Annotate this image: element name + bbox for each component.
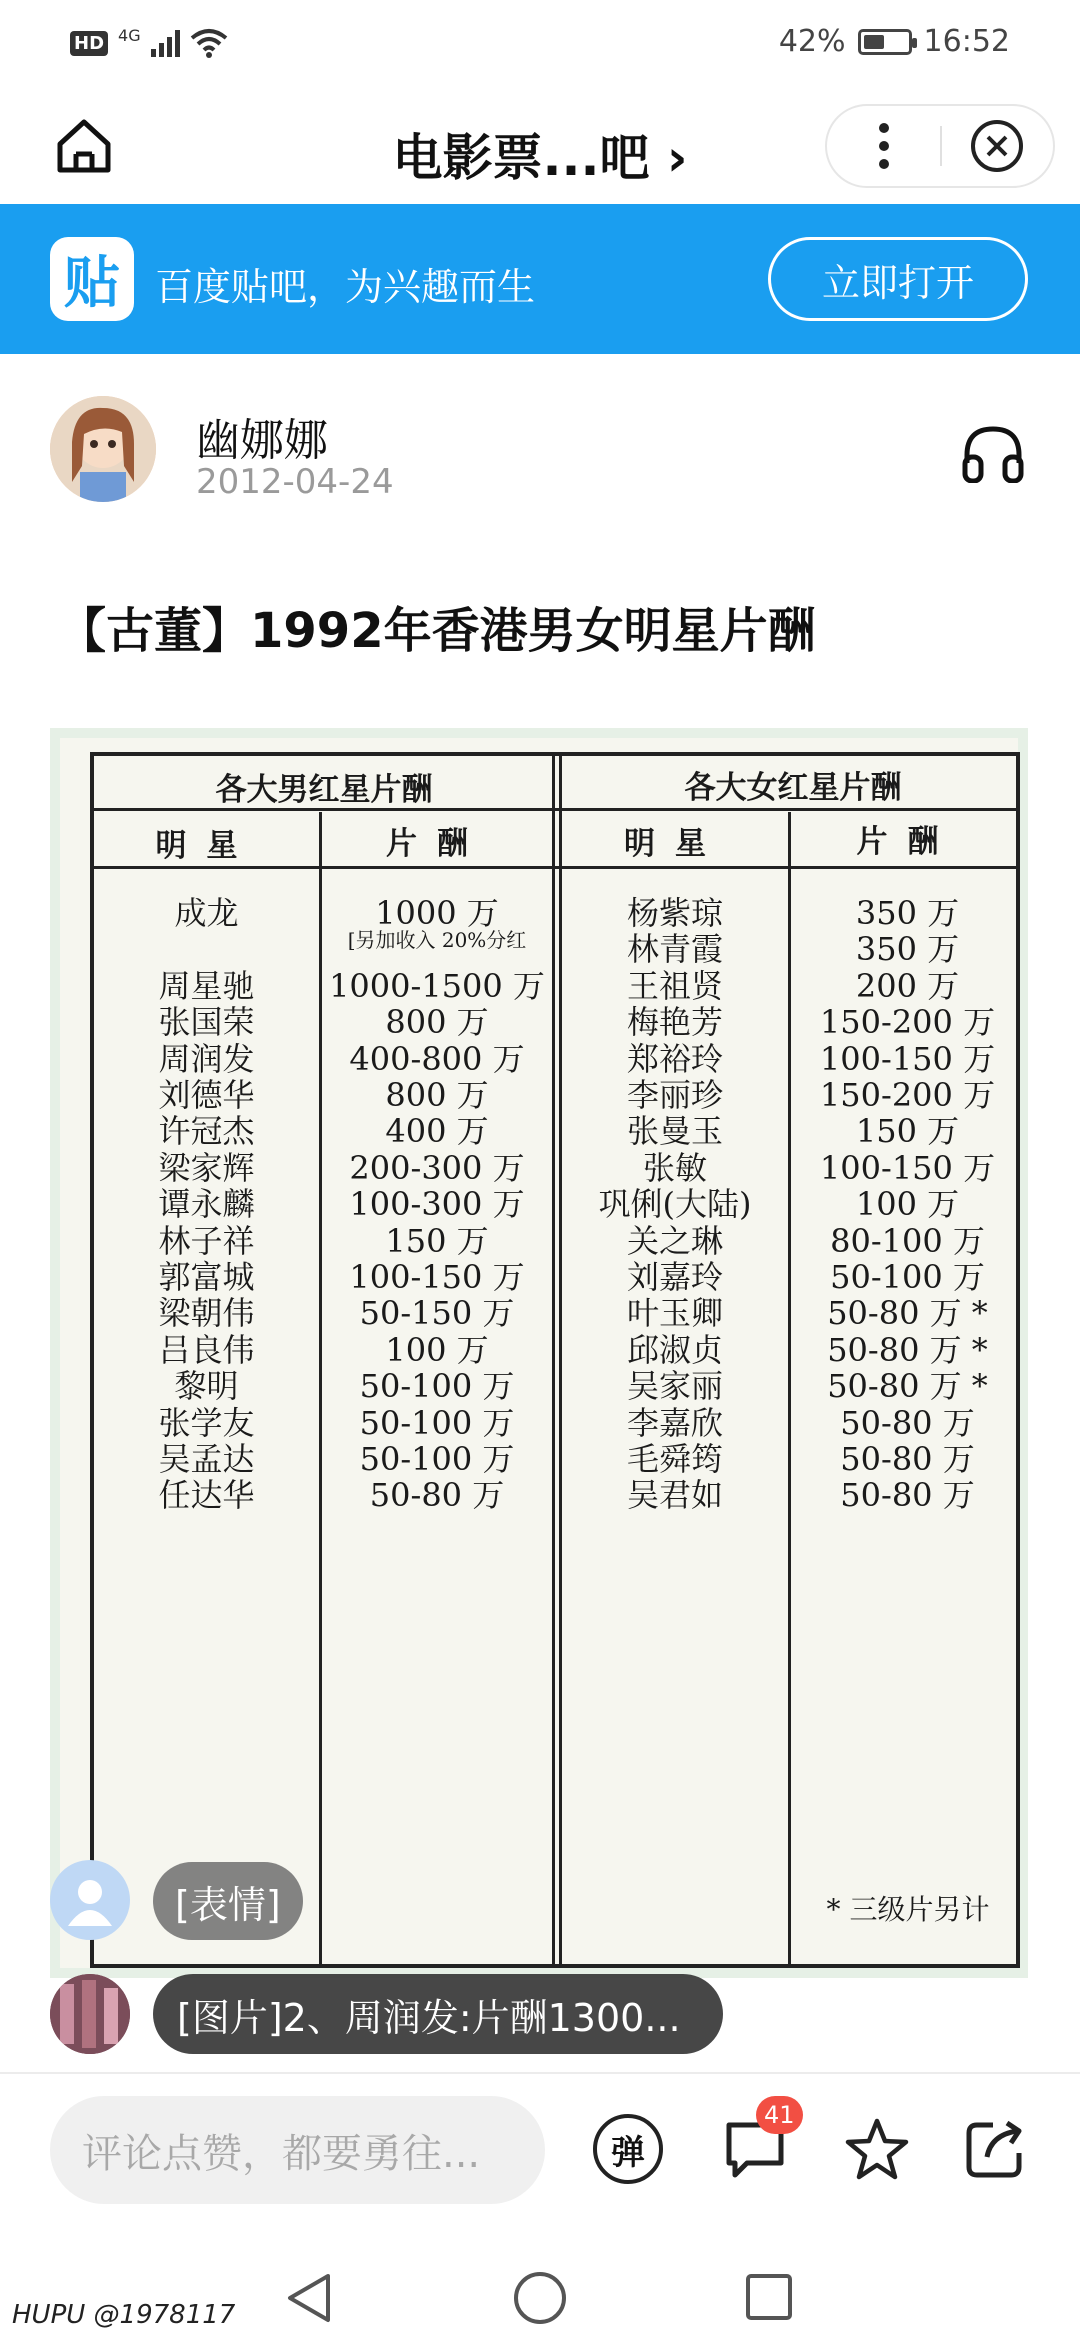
listen-button[interactable] — [958, 418, 1028, 488]
status-right — [779, 24, 1010, 59]
more-button[interactable] — [827, 104, 940, 188]
comment-input[interactable]: 评论点赞，都要勇往... — [50, 2096, 545, 2204]
male-row-name: 周星驰 — [158, 966, 255, 1005]
author-avatar[interactable] — [50, 396, 156, 502]
male-row-fee: 50-150 万 — [359, 1294, 515, 1333]
female-row-name: 林青霞 — [626, 930, 723, 969]
male-row-name: 梁家辉 — [158, 1148, 255, 1187]
headphones-icon — [961, 423, 1025, 483]
watermark: HUPU @1978117 — [12, 2300, 236, 2330]
male-row-name: 任达华 — [158, 1476, 255, 1515]
female-row-fee: 50-80 万 — [840, 1476, 975, 1515]
share-button[interactable] — [956, 2110, 1034, 2188]
male-row-fee: 1000-1500 万 — [329, 966, 545, 1005]
fee-table — [90, 752, 1020, 1968]
female-row-fee: 80-100 万 — [830, 1221, 985, 1260]
female-row-fee: 350 万 — [855, 930, 960, 969]
female-row-name: 王祖贤 — [626, 966, 723, 1005]
female-row-fee: 100-150 万 — [819, 1148, 996, 1187]
author-name[interactable]: 幽娜娜 — [196, 415, 328, 466]
female-row-name: 杨紫琼 — [626, 894, 723, 932]
female-row-fee: 50-80 万 * — [827, 1330, 988, 1369]
female-row-name: 巩俐(大陆) — [598, 1185, 752, 1224]
female-row-name: 刘嘉玲 — [626, 1258, 723, 1296]
male-row-fee: 200-300 万 — [349, 1148, 525, 1187]
male-row-fee: 50-100 万 — [359, 1440, 515, 1478]
male-row-fee: 50-80 万 — [369, 1476, 505, 1515]
male-row-fee: [另加收入 20%分红 — [347, 928, 527, 953]
tieba-logo: 贴 — [50, 237, 134, 321]
battery-icon — [858, 29, 912, 55]
clock: 16:52 — [923, 24, 1010, 59]
male-row-fee: 800 万 — [385, 1003, 489, 1042]
male-row-fee: 50-100 万 — [359, 1367, 515, 1406]
male-row-name: 郭富城 — [158, 1258, 255, 1296]
female-row-fee: 200 万 — [855, 966, 960, 1005]
male-row-name: 张国荣 — [158, 1003, 255, 1042]
female-row-fee: 50-80 万 — [840, 1440, 975, 1478]
female-row-fee: 50-80 万 * — [827, 1294, 988, 1333]
close-button[interactable] — [942, 104, 1053, 188]
signal-icon — [151, 29, 180, 57]
avatar-illustration-2 — [50, 1974, 130, 2054]
promo-slogan: 百度贴吧，为兴趣而生 — [155, 265, 536, 309]
male-col-fee: 片酬 — [386, 826, 488, 862]
male-row-name: 成龙 — [174, 894, 239, 932]
table-subheader-rule — [94, 866, 1016, 869]
male-row-name: 张学友 — [158, 1403, 255, 1442]
bottom-action-bar — [0, 2072, 1080, 2260]
app-promo-banner — [0, 204, 1080, 354]
female-row-fee: 150-200 万 — [819, 1003, 996, 1042]
male-header: 各大男红星片酬 — [215, 772, 433, 808]
female-row-name: 李嘉欣 — [626, 1403, 723, 1442]
hd-badge: HD — [70, 31, 108, 56]
female-row-fee: 50-80 万 * — [827, 1367, 988, 1406]
comment-count-badge: 41 — [756, 2096, 803, 2134]
danmaku-bubble-image: [图片]2、周润发:片酬1300... — [153, 1974, 723, 2054]
male-row-name: 刘德华 — [158, 1076, 255, 1114]
more-vertical-icon — [877, 122, 891, 170]
top-nav — [0, 90, 1080, 204]
table-footnote: * 三级片另计 — [826, 1893, 990, 1926]
post-title: 【古董】1992年香港男女明星片酬 — [58, 603, 816, 659]
back-nav-icon[interactable] — [284, 2270, 334, 2326]
bubble-avatar-2 — [50, 1974, 130, 2054]
male-row-fee: 100-150 万 — [349, 1258, 525, 1296]
male-row-fee: 400-800 万 — [349, 1039, 525, 1078]
table-center-divider — [552, 756, 555, 1964]
status-left — [70, 25, 228, 58]
male-row-name: 谭永麟 — [158, 1185, 255, 1224]
female-header: 各大女红星片酬 — [684, 770, 902, 806]
male-row-name: 林子祥 — [158, 1221, 255, 1260]
male-row-name: 许冠杰 — [158, 1112, 255, 1151]
male-row-fee: 800 万 — [385, 1076, 489, 1114]
male-row-name: 梁朝伟 — [158, 1294, 255, 1333]
male-row-fee: 100 万 — [385, 1330, 489, 1369]
female-row-name: 张敏 — [642, 1148, 707, 1187]
female-row-name: 叶玉卿 — [626, 1294, 723, 1333]
female-row-name: 邱淑贞 — [626, 1330, 723, 1369]
danmaku-bubble-emoji: [表情] — [153, 1862, 303, 1940]
recents-nav-icon[interactable] — [744, 2272, 794, 2322]
female-row-name: 张曼玉 — [626, 1112, 723, 1151]
share-icon — [963, 2117, 1027, 2181]
network-type: 4G — [118, 25, 141, 45]
female-row-fee: 50-80 万 — [840, 1403, 975, 1442]
wifi-icon — [190, 28, 228, 58]
female-row-fee: 100 万 — [855, 1185, 960, 1224]
danmaku-toggle-button[interactable]: 弹 — [593, 2114, 663, 2184]
female-row-name: 郑裕玲 — [626, 1039, 723, 1078]
battery-percent: 42% — [778, 24, 846, 59]
male-row-name: 周润发 — [158, 1039, 255, 1078]
female-row-name: 毛舜筠 — [626, 1440, 723, 1478]
female-row-name: 梅艳芳 — [626, 1003, 723, 1042]
female-row-fee: 150-200 万 — [819, 1076, 996, 1114]
female-row-fee: 350 万 — [855, 894, 960, 932]
open-app-button[interactable]: 立即打开 — [768, 237, 1028, 321]
mini-program-capsule — [825, 104, 1055, 188]
author-row — [0, 354, 1080, 524]
post-date: 2012-04-24 — [196, 462, 394, 502]
female-row-name: 李丽珍 — [626, 1076, 723, 1114]
female-row-fee: 150 万 — [855, 1112, 960, 1151]
male-row-name: 吕良伟 — [158, 1330, 255, 1369]
female-row-name: 关之琳 — [626, 1221, 723, 1260]
favorite-button[interactable] — [838, 2110, 916, 2188]
avatar-illustration — [50, 396, 156, 502]
female-col-fee: 片酬 — [856, 824, 959, 860]
star-icon — [844, 2117, 910, 2181]
close-icon — [969, 118, 1025, 174]
male-row-fee: 1000 万 — [375, 894, 499, 932]
status-bar — [0, 0, 1080, 90]
male-row-name: 吴孟达 — [158, 1440, 255, 1478]
default-user-icon — [62, 1872, 118, 1928]
female-row-name: 吴君如 — [626, 1476, 723, 1515]
bubble-avatar-1 — [50, 1860, 130, 1940]
male-row-fee: 400 万 — [385, 1112, 489, 1151]
female-row-name: 吴家丽 — [626, 1367, 723, 1406]
forum-title-link[interactable]: 电影票...吧 › — [392, 129, 688, 187]
female-col-star: 明星 — [624, 826, 726, 862]
male-row-name: 黎明 — [174, 1367, 239, 1406]
female-row-fee: 50-100 万 — [830, 1258, 985, 1296]
male-row-fee: 150 万 — [385, 1221, 489, 1260]
male-row-fee: 50-100 万 — [359, 1403, 515, 1442]
home-nav-icon[interactable] — [512, 2270, 568, 2326]
male-row-fee: 100-300 万 — [349, 1185, 525, 1224]
post-image-fee-table[interactable] — [50, 728, 1028, 1978]
female-row-fee: 100-150 万 — [819, 1039, 996, 1078]
male-col-star: 明星 — [155, 828, 258, 864]
